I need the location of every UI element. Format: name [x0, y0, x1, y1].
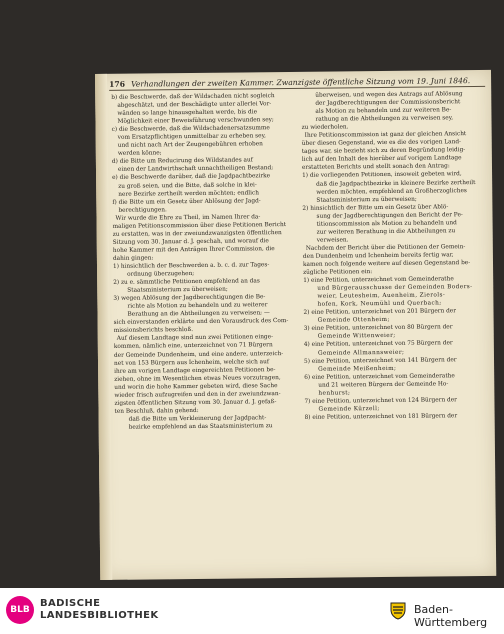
text-line: e) die Beschwerde darüber, daß die Jagdpachtbezirke	[112, 173, 271, 182]
text-line: 6) eine Petition, unterzeichnet vom Gemeinderathe	[304, 372, 455, 381]
text-line: Staatsministerium zu überweisen;	[127, 286, 228, 294]
library-name	[40, 598, 159, 622]
text-line: zügliche Petitionen ein:	[303, 269, 373, 276]
text-line: überweisen, und wegen des Antrags auf Ablösung	[315, 91, 463, 99]
text-line: d) die Bitte um Reducirung des Wildstandes auf	[111, 157, 253, 166]
text-line: Staatsministerium zu überweisen;	[316, 196, 417, 204]
right-text-column	[301, 90, 487, 422]
text-line: Möglichkeit einer Beweisführung verschwunden sey;	[117, 117, 274, 125]
text-line: abgeschätzt, und der Beschädigte unter allerlei Vor-	[117, 101, 272, 109]
text-line: 1) die vorliegenden Petitionen, insoweit gebeten wird,	[302, 171, 462, 180]
text-line: 7) eine Petition, unterzeichnet von 124 Bürgern der	[304, 397, 457, 405]
text-line: bezirke empfehlend an das Staatsministerium zu	[128, 423, 273, 431]
text-line: net von 153 Bürgern aus Ichenheim, welche sich auf	[113, 358, 270, 367]
text-line: Gemeinde Ottenheim;	[317, 317, 390, 324]
text-line: b) die Beschwerde, daß der Wildschaden nicht sogleich	[111, 93, 275, 101]
text-line: 2) eine Petition, unterzeichnet von 201 Bürgern der	[303, 308, 457, 317]
text-line: Wir wurde die Ehre zu Theil, im Namen Ihrer da-	[115, 213, 261, 222]
text-line: hofen, Kork, Neumühl und Querbach;	[317, 300, 442, 308]
text-line: dahin gingen:	[112, 255, 154, 262]
running-title: Verhandlungen der zweiten Kammer. Zwanzigste öffentliche Sitzung vom 19. Juni 1846.	[131, 76, 471, 89]
text-line: 5) eine Petition, unterzeichnet von 141 Bürgern der	[303, 356, 457, 365]
text-line: Gemeinde Allmannsweier;	[317, 349, 405, 357]
text-line: daß die Bitte um Verkleinerung der Jagdpacht-	[128, 415, 267, 423]
text-line: zu erstatten, was in der zweiundzwanzigsten öffentlichen	[112, 229, 282, 238]
text-line: richte als Motion zu behandeln und zu weiterer	[127, 302, 268, 310]
page-spine-shadow	[95, 74, 112, 580]
text-line: werden könne;	[117, 150, 162, 158]
text-line: werden möchten, empfehlend an Großherzogliches	[316, 187, 467, 196]
text-line: sich einverstanden erklärte und den Vorausdruck des Com-	[113, 318, 289, 327]
text-line: zu groß seien, und die Bitte, daß solche in klei-	[118, 181, 257, 190]
page-number: 176	[109, 79, 126, 89]
text-line: der Gemeinde Dundenheim, und eine andere, unterzeich-	[113, 350, 284, 359]
text-line: ziehen, ohne im Wesentlichen etwas Neues vorzutragen,	[114, 374, 281, 383]
text-line: verweisen.	[316, 237, 349, 244]
text-line: missionsberichts beschloß.	[113, 327, 194, 335]
text-line: tages war, sie bezieht sich zu deren Begründung leidig-	[301, 147, 466, 156]
library-name-line1: BADISCHE	[40, 598, 101, 609]
text-line: weier, Leutesheim, Auenheim, Zierols-	[317, 292, 446, 300]
text-line: 3) eine Petition, unterzeichnet von 80 Bürgern der	[303, 324, 453, 333]
left-text-column	[111, 92, 297, 432]
text-line: einen der Landwirthschaft unnachtheiligen Bestand;	[117, 165, 274, 174]
text-line: daß die Jagdpachtbezirke in kleinere Bezirke zertheilt	[316, 179, 476, 188]
text-line: und worin die hohe Kammer gebeten wird, diese Sache	[114, 382, 278, 391]
text-line: und nicht nach Art der Zeugengebühren erhoben	[117, 141, 263, 150]
text-line: f) die Bitte um ein Gesetz über Ablösung der Jagd-	[112, 197, 261, 206]
text-line: Gemeinde Kürzell;	[318, 405, 380, 413]
text-line: henhurst;	[318, 390, 351, 397]
text-line: wieder frisch aufzugreifen und den in der zweiundzwan-	[114, 390, 281, 399]
text-line: 2) zu e. sämmtliche Petitionen empfehlend an das	[113, 278, 260, 286]
text-line: lich auf den Inhalt des hierüber auf vorigem Landtage	[301, 155, 462, 164]
text-line: ten Beschluß, dahin gehend:	[114, 407, 199, 415]
text-line: Nachdem der Bericht über die Petitionen der Gemein-	[305, 244, 466, 252]
text-line: 2) hinsichtlich der Bitte um ein Gesetz über Ablö-	[302, 203, 449, 212]
text-line: Gemeinde Meißenheim;	[318, 365, 397, 373]
text-line: Auf diesem Landtage sind nun zwei Petitionen einge-	[116, 334, 274, 343]
text-line: berechtigungen.	[118, 206, 167, 214]
text-line: der Jagdberechtigungen der Commissionsbericht	[315, 99, 461, 107]
text-line: Ihre Petitionscommission ist ganz der gleichen Ansicht	[304, 131, 467, 140]
text-line: ordnung überzugehen;	[127, 271, 195, 278]
text-line: kamen noch folgende weitere auf diesen Gegenstand be-	[302, 260, 471, 268]
text-line: zur weiteren Berathung in die Abtheilungen zu	[316, 228, 456, 236]
book-page	[95, 70, 496, 580]
text-line: c) die Beschwerde, daß die Wildschadenersatzsumme	[111, 125, 270, 134]
text-line: nere Bezirke zertheilt werden möchten; endlich	[118, 189, 259, 198]
text-line: 1) hinsichtlich der Beschwerden a. b. c. d. zur Tages-	[112, 262, 270, 270]
text-line: erstatteten Berichts und stellt sonach den Antrag:	[301, 163, 450, 172]
text-line: und Bürgerausschusse der Gemeinden Boders-	[317, 284, 473, 292]
running-header	[109, 76, 485, 91]
text-line: Berathung an die Abtheilungen zu verweisen; —	[127, 310, 270, 318]
text-line: sung der Jagdberechtigungen den Bericht der Pe-	[316, 211, 463, 220]
text-line: und 21 weiteren Bürgern der Gemeinde Ho-	[318, 381, 449, 389]
text-line: maligen Petitionscommission über diese Petitionen Bericht	[112, 221, 287, 230]
text-line: Gemeinde Wittenweier;	[317, 333, 396, 341]
text-line: 1) eine Petition, unterzeichnet vom Gemeinderathe	[303, 276, 454, 284]
text-line: rathung an die Abtheilungen zu verweisen sey,	[315, 115, 454, 123]
library-name-line2: LANDESBIBLIOTHEK	[40, 610, 159, 621]
text-line: Sitzung vom 30. Januar d. J. geschah, und worauf die	[112, 238, 269, 246]
text-line: 4) eine Petition, unterzeichnet von 75 Bürgern der	[303, 340, 453, 349]
text-line: vom Ersatzpflichtigen unmittelbar zu erheben sey,	[117, 133, 266, 142]
text-line: den Dundenheim und Ichenheim bereits fertig war,	[302, 252, 454, 260]
text-line: wänden so lange hinausgehalten werde, bis die	[117, 109, 258, 117]
text-line: kommen, nämlich eine, unterzeichnet von 71 Bürgern	[113, 342, 273, 351]
text-line: ihre am vorigen Landtage eingereichten Petitionen be-	[114, 366, 276, 375]
text-line: über diesen Gegenstand, wie es die des vorigen Land-	[301, 139, 462, 148]
text-line: 3) wegen Ablösung der Jagdberechtigungen die Be-	[113, 294, 266, 302]
text-line: als Motion zu behandeln und zur weiteren Be-	[315, 107, 452, 115]
footer-bar	[0, 588, 504, 634]
text-line: titionscommission als Motion zu behandeln und	[316, 219, 457, 228]
state-coat-of-arms-icon	[388, 600, 408, 620]
state-name: Baden-Württemberg	[414, 603, 488, 629]
text-line: hohe Kammer mit den Anträgen Ihrer Commission, die	[112, 246, 275, 254]
blb-logo-icon: BLB	[6, 596, 34, 624]
text-line: zu wiederholen.	[301, 124, 349, 132]
text-line: zigsten öffentlichen Sitzung vom 30. Januar d. J. gefaß-	[114, 398, 277, 407]
text-line: 8) eine Petition, unterzeichnet von 181 Bürgern der	[304, 413, 458, 421]
